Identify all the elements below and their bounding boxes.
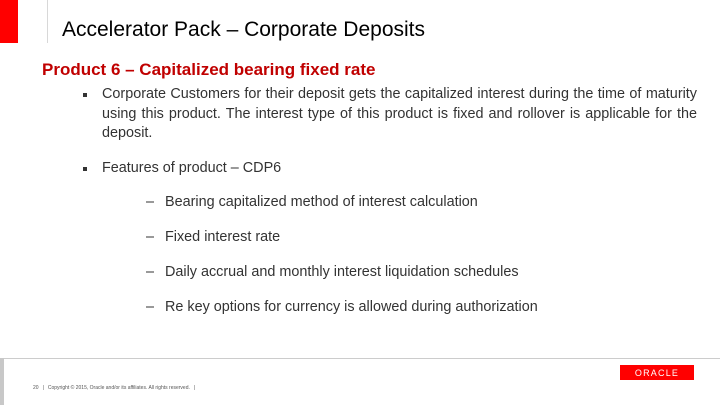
footer-separator: |	[193, 385, 196, 391]
bullet-item	[85, 159, 697, 179]
bullet-marker-icon	[83, 93, 87, 97]
title-divider	[47, 0, 48, 43]
page-number: 20	[33, 385, 39, 391]
dash-marker: –	[146, 229, 155, 245]
slide-footer	[33, 385, 199, 391]
oracle-logo	[620, 365, 694, 380]
bullet-text: Corporate Customers for their deposit gets the capitalized interest during the time of maturity using this product. The interest type of this product is fixed and rollover is applicable for the deposit.	[102, 86, 697, 141]
sub-list-item	[146, 264, 519, 280]
bullet-marker-icon	[83, 167, 87, 171]
sub-list-text: Re key options for currency is allowed during authorization	[165, 299, 538, 315]
footer-divider	[0, 358, 720, 359]
sub-list-text: Bearing capitalized method of interest calculation	[165, 194, 478, 210]
sub-list-text: Daily accrual and monthly interest liquidation schedules	[165, 264, 519, 280]
copyright-text: Copyright © 2015, Oracle and/or its affiliates. All rights reserved.	[47, 385, 190, 391]
logo-text: ORACLE	[634, 367, 680, 378]
bullet-item	[85, 85, 697, 144]
dash-marker: –	[146, 299, 155, 315]
slide-subtitle: Product 6 – Capitalized bearing fixed rate	[42, 60, 376, 79]
sub-list-item	[146, 194, 478, 210]
top-accent-bar	[0, 0, 18, 43]
dash-marker: –	[146, 194, 155, 210]
footer-separator: |	[42, 385, 44, 391]
footer-left-bar	[0, 358, 4, 405]
slide-title: Accelerator Pack – Corporate Deposits	[62, 18, 425, 41]
dash-marker: –	[146, 264, 155, 280]
sub-list-item	[146, 299, 538, 315]
sub-list-item	[146, 229, 280, 245]
bullet-text: Features of product – CDP6	[102, 160, 282, 176]
sub-list-text: Fixed interest rate	[165, 229, 281, 245]
